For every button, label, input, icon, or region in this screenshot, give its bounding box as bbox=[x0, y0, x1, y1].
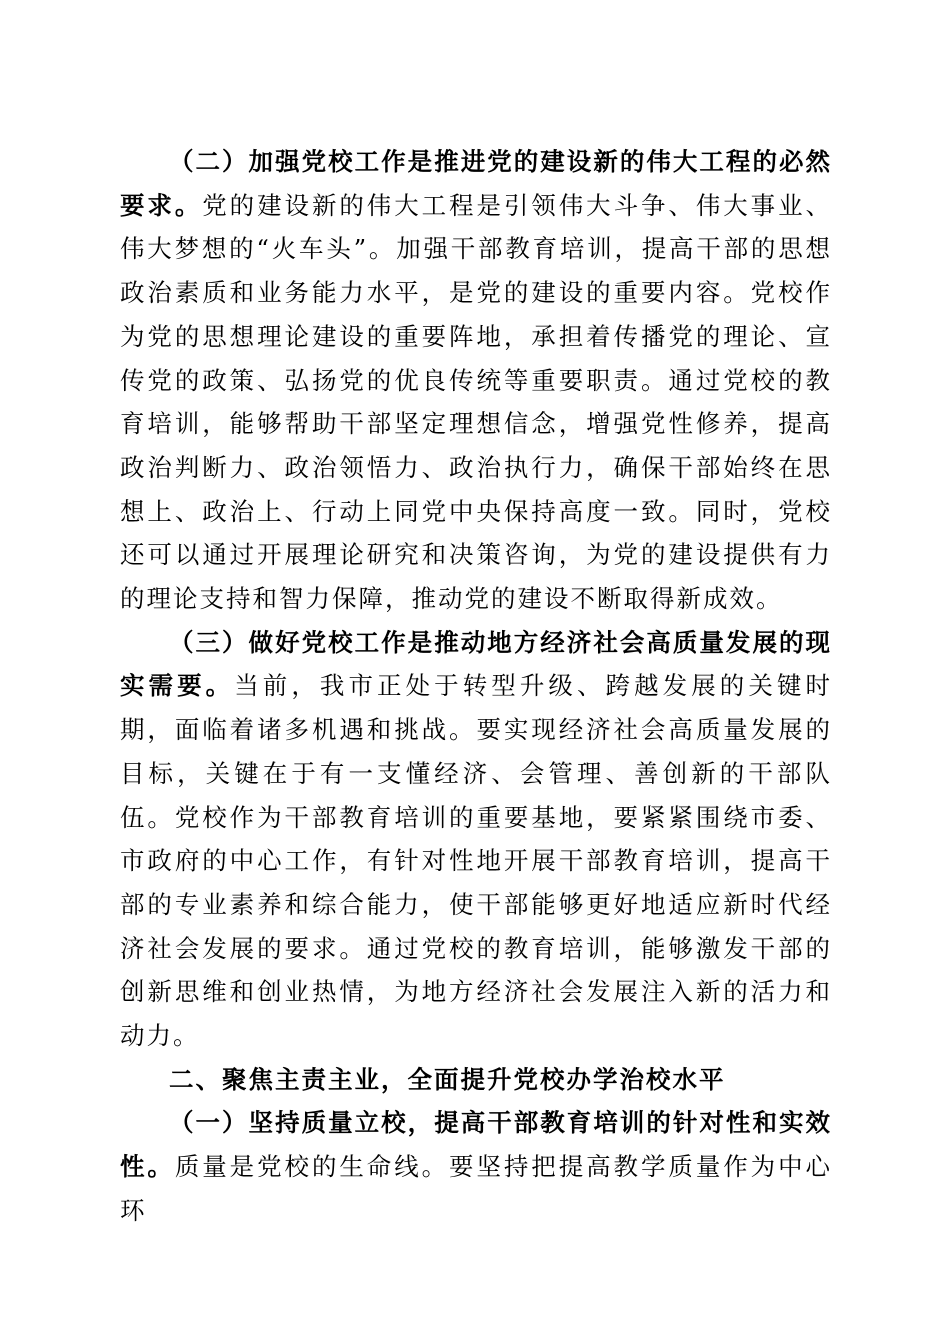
paragraph-lead: （一）坚持质量立校，提高干部教育培训的针对性和实效性。 bbox=[120, 1108, 832, 1182]
document-body bbox=[120, 140, 832, 1233]
paragraph-lead: （三）做好党校工作是推动地方经济社会高质量发展的现实需要。 bbox=[120, 627, 832, 701]
paragraph-party-building bbox=[120, 140, 832, 621]
paragraph-text: 党的建设新的伟大工程是引领伟大斗争、伟大事业、伟大梦想的“火车头”。加强干部教育培训，提高干部的思想政治素质和业务能力水平，是党的建设的重要内容。党校作为党的思想理论建设的重要阵地，承担着传播党的理论、宣传党的政策、弘扬党的优良传统等重要职责。通过党校的教育培训，能够帮助干部坚定理想信念，增强党性修养，提高政治判断力、政治领悟力、政治执行力，确保干部始终在思想上、政治上、行动上同党中央保持高度一致。同时，党校还可以通过开展理论研究和决策咨询，为党的建设提供有力的理论支持和智力保障，推动党的建设不断取得新成效。 bbox=[120, 190, 833, 614]
section-heading: 二、聚焦主责主业，全面提升党校办学治校水平 bbox=[169, 1064, 726, 1094]
paragraph-quality bbox=[120, 1101, 832, 1232]
paragraph-lead: （二）加强党校工作是推进党的建设新的伟大工程的必然要求。 bbox=[120, 147, 832, 220]
paragraph-local-development bbox=[120, 621, 832, 1058]
paragraph-text: 质量是党校的生命线。要坚持把提高教学质量作为中心环 bbox=[120, 1152, 833, 1225]
paragraph-text: 当前，我市正处于转型升级、跨越发展的关键时期，面临着诸多机遇和挑战。要实现经济社会高质量发展的目标，关键在于有一支懂经济、会管理、善创新的干部队伍。党校作为干部教育培训的重要基地，要紧紧围绕市委、市政府的中心工作，有针对性地开展干部教育培训，提高干部的专业素养和综合能力，使干部能够更好地适应新时代经济社会发展的要求。通过党校的教育培训，能够激发干部的创新思维和创业热情，为地方经济社会发展注入新的活力和动力。 bbox=[120, 671, 832, 1051]
